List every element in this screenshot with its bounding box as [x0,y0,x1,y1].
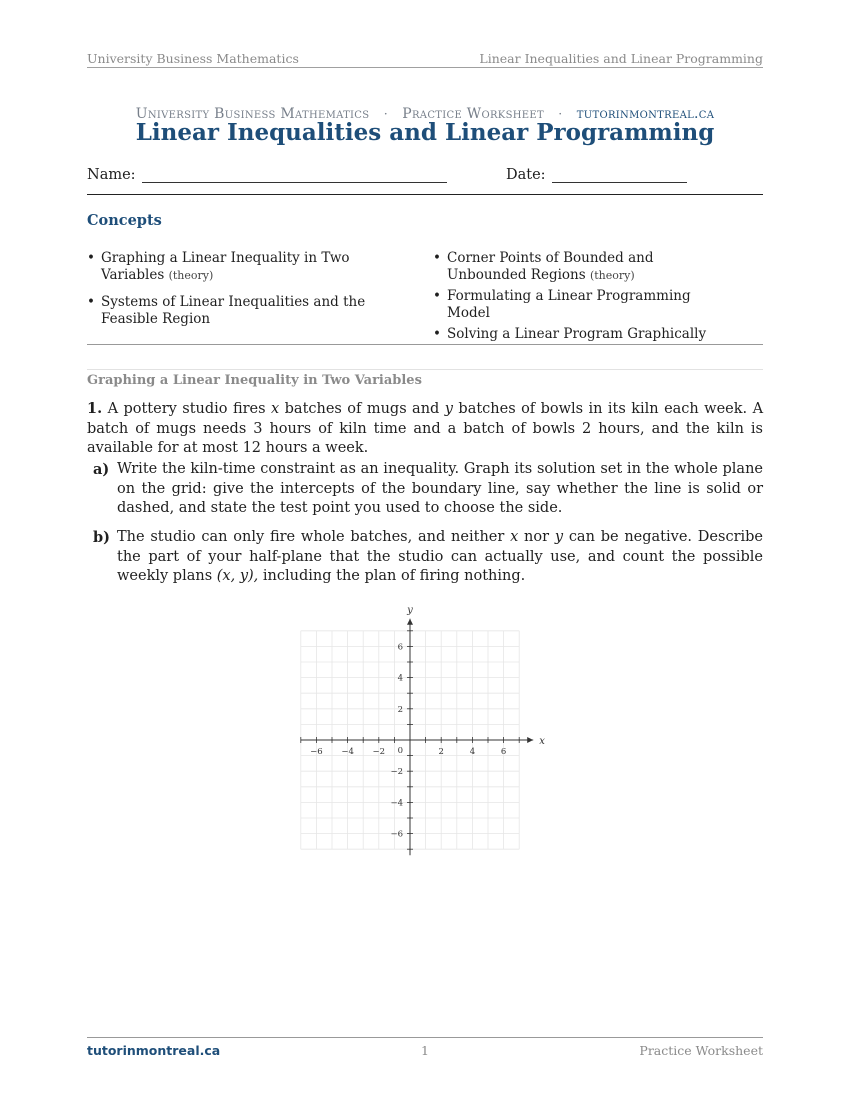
concept-text: Systems of Linear Inequalities and the Feasible Region [101,294,366,327]
part-b-text [117,528,763,587]
x-tick-label: −6 [310,747,323,757]
part-b [93,528,763,588]
concept-text: Formulating a Linear Programming Model [447,288,691,321]
section-heading: Graphing a Linear Inequality in Two Variables [87,373,422,388]
part-text: can be negative. Describe the part of your half-plane that the studio can actually use, and count the possible weekly plans [117,529,764,584]
concept-tag: (theory) [168,269,214,282]
name-field[interactable] [87,167,447,183]
problem-text: batches of bowls in its kiln each week. A batch of mugs needs 3 hours of kiln time and a batch of bowls 2 hours, and the kiln is available for at most 12 hours a week. [87,401,764,456]
tick-labels [310,605,545,840]
footer-site: tutorinmontreal.ca [87,1043,221,1058]
concept-item [433,250,723,284]
problem-1 [87,399,763,459]
variable-x: x [271,401,280,417]
y-tick-label: 4 [397,673,403,684]
variable-y: y [554,529,564,545]
concept-item [433,326,723,343]
concept-text: Corner Points of Bounded and Unbounded Regions [447,250,654,283]
concept-text: Graphing a Linear Inequality in Two Variables [101,250,350,283]
running-header-left: University Business Mathematics [87,51,299,66]
x-tick-label: 2 [438,747,444,757]
variable-y: y [444,401,453,417]
concept-item [87,294,387,328]
date-blank[interactable] [552,168,687,183]
part-label: b) [93,529,110,546]
part-text: nor [524,529,550,545]
course-name: University Business Mathematics [135,106,370,122]
part-a-text: Write the kiln-time constraint as an inequality. Graph its solution set in the whole plane on the grid: give the intercepts of the boundary line, say whether the line is solid or dashed, and state the test point you used to choose the side. [117,461,763,516]
name-rule [87,194,763,195]
concept-item [87,250,387,284]
footer-rule [87,1037,763,1038]
concepts-rule [87,344,763,345]
y-axis-arrow [407,619,413,625]
axes [301,619,533,855]
page-title: Linear Inequalities and Linear Programming [135,119,715,146]
y-tick-label: 6 [397,642,403,653]
header-rule [87,67,763,68]
x-tick-label: 6 [500,747,507,757]
concept-tag: (theory) [589,269,635,282]
date-field[interactable] [506,167,687,183]
page-number: 1 [421,1043,429,1058]
date-label: Date: [506,167,546,183]
name-blank[interactable] [142,168,447,183]
concept-item [433,288,723,322]
y-tick-label: −2 [390,767,403,778]
part-text: including the plan of firing nothing. [262,568,526,584]
y-tick-label: 2 [397,704,403,715]
site-name: tutorinmontreal.ca [576,106,715,122]
subtitle-separator: · [383,106,388,121]
x-tick-label: 4 [469,747,476,757]
x-tick-label: −2 [372,747,386,757]
x-axis-label: x [539,736,545,747]
concepts-heading: Concepts [87,212,162,229]
part-text: The studio can only fire whole batches, and neither [117,529,505,545]
subtitle-separator: · [558,106,563,121]
ordered-pair: (x, y), [216,568,259,584]
worksheet-type: Practice Worksheet [402,106,544,122]
concepts-right-column [433,250,723,348]
problem-number: 1. [87,400,103,417]
y-tick-label: −4 [390,798,403,809]
x-tick-label: −4 [341,747,354,757]
part-label: a) [93,461,110,478]
part-a [93,460,763,520]
section-rule [87,369,763,370]
y-axis-label: y [407,604,413,616]
problem-text: batches of mugs and [284,401,440,417]
problem-text: A pottery studio fires [107,401,266,417]
x-axis-arrow [527,737,533,743]
coordinate-grid[interactable] [290,598,550,860]
footer-worksheet: Practice Worksheet [639,1043,763,1058]
concepts-left-column [87,250,387,333]
concept-text: Solving a Linear Program Graphically [447,326,707,342]
running-header-right: Linear Inequalities and Linear Programming [479,51,763,66]
y-tick-label: −6 [390,829,403,840]
variable-x: x [510,529,519,545]
origin-label: 0 [397,746,403,756]
name-label: Name: [87,167,136,183]
